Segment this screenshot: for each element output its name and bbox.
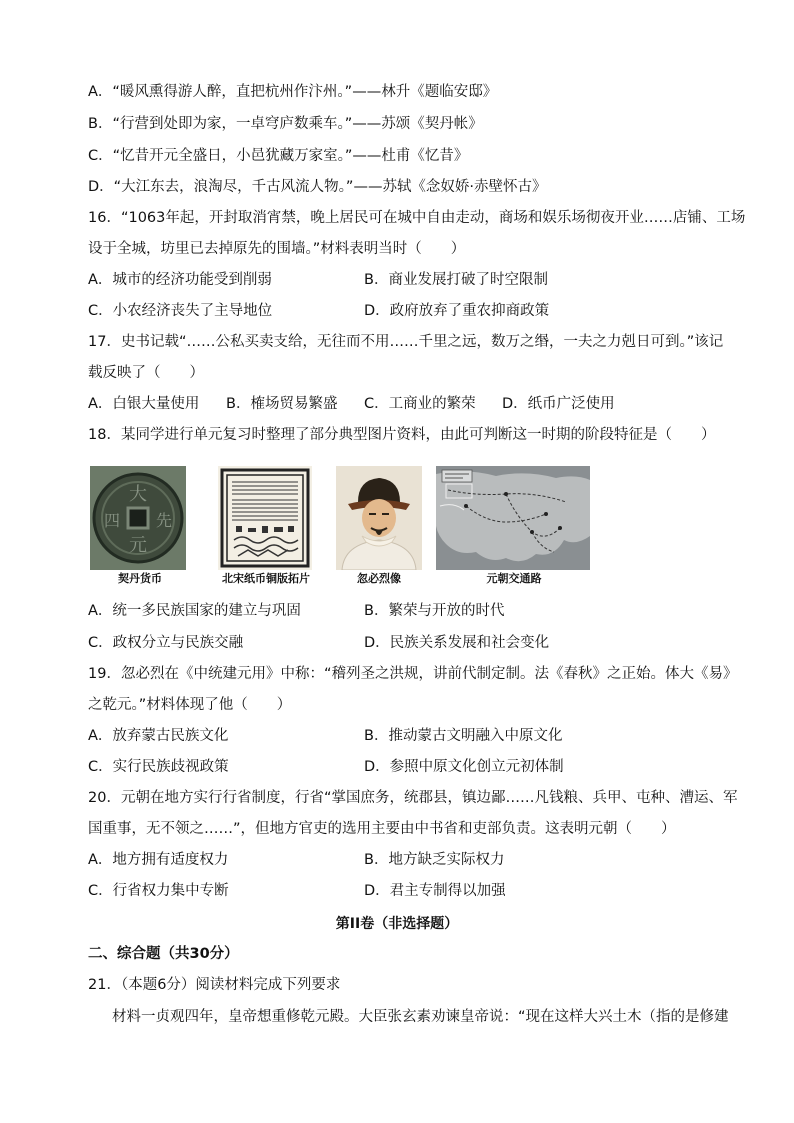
- q19-stem-line1: 19．忽必烈在《中统建元用》中称：“稽列圣之洪规，讲前代制定制。法《春秋》之正始。体大《易》: [88, 666, 738, 682]
- q15-option-d: D．“大江东去，浪淘尽，千古风流人物。”——苏轼《念奴娇·赤壁怀古》: [88, 179, 547, 195]
- q17-option-c: C．工商业的繁荣: [364, 396, 476, 412]
- svg-text:先: 先: [155, 511, 173, 530]
- q16-option-c: C．小农经济丧失了主导地位: [88, 303, 273, 319]
- q20-option-c: C．行省权力集中专断: [88, 883, 229, 899]
- q19-options-row1: [88, 726, 563, 746]
- q20-options-row1: [88, 850, 505, 870]
- q16-options-row2: [88, 301, 550, 321]
- q17-stem-line1: 17．史书记载“……公私买卖支给，无往而不用……千里之远，数万之缗，一夫之力剋日可到。”该记: [88, 334, 724, 350]
- q19-option-a: A．放弃蒙古民族文化: [88, 728, 229, 744]
- q20-stem-line2: 国重事，无不领之……”，但地方官吏的选用主要由中书省和吏部负责。这表明元朝（ ）: [88, 821, 676, 837]
- part2-title: 第II卷（非选择题）: [335, 916, 459, 932]
- q19-options-row2: [88, 757, 564, 777]
- q17-option-d: D．纸币广泛使用: [502, 396, 615, 412]
- svg-text:四: 四: [103, 511, 121, 530]
- q20-option-a: A．地方拥有适度权力: [88, 852, 229, 868]
- section2-heading: 二、综合题（共30分）: [88, 946, 239, 962]
- q18-stem: 18．某同学进行单元复习时整理了部分典型图片资料，由此可判断这一时期的阶段特征是（ ）: [88, 427, 716, 443]
- q15-option-c: C．“忆昔开元全盛日，小邑犹藏万家室。”——杜甫《忆昔》: [88, 148, 469, 164]
- q16-options-row1: [88, 270, 548, 290]
- q15-option-b: B．“行营到处即为家，一卓穹庐数乘车。”——苏颂《契丹帐》: [88, 116, 483, 132]
- q16-option-b: B．商业发展打破了时空限制: [364, 272, 548, 288]
- caption-kublai-portrait: 忽必烈像: [357, 572, 401, 585]
- q17-option-a: A．白银大量使用: [88, 396, 200, 412]
- q19-option-c: C．实行民族歧视政策: [88, 759, 229, 775]
- song-banknote-rubbing-image: [218, 466, 312, 570]
- svg-text:大: 大: [129, 484, 147, 505]
- q18-options-row2: [88, 633, 550, 653]
- q20-option-d: D．君主专制得以加强: [364, 883, 506, 899]
- q18-option-a: A．统一多民族国家的建立与巩固: [88, 603, 301, 619]
- q18-option-c: C．政权分立与民族交融: [88, 635, 244, 651]
- q17-options: [88, 394, 615, 414]
- kublai-khan-portrait-image: [336, 466, 422, 570]
- q18-option-d: D．民族关系发展和社会变化: [364, 635, 550, 651]
- q20-options-row2: [88, 881, 506, 901]
- svg-text:元: 元: [129, 535, 147, 556]
- q18-options-row1: [88, 601, 505, 621]
- q20-option-b: B．地方缺乏实际权力: [364, 852, 505, 868]
- q15-option-a: A．“暖风熏得游人醉，直把杭州作汴州。”——林升《题临安邸》: [88, 84, 498, 100]
- q17-stem-line2: 载反映了（ ）: [88, 365, 204, 381]
- q21-stem: 21．（本题6分）阅读材料完成下列要求: [88, 977, 341, 993]
- caption-song-banknote: 北宋纸币铜版拓片: [222, 572, 310, 585]
- khitan-coin-image: [90, 466, 186, 570]
- caption-khitan-coin: 契丹货币: [118, 572, 162, 585]
- q19-option-d: D．参照中原文化创立元初体制: [364, 759, 564, 775]
- q18-option-b: B．繁荣与开放的时代: [364, 603, 505, 619]
- q16-option-a: A．城市的经济功能受到削弱: [88, 272, 272, 288]
- q17-option-b: B．榷场贸易繁盛: [226, 396, 338, 412]
- q18-figures: [88, 466, 608, 586]
- q16-stem-line1: 16．“1063年起，开封取消宵禁，晚上居民可在城中自由走动，商场和娱乐场彻夜开业……店铺、工场: [88, 210, 746, 226]
- q16-stem-line2: 设于全城，坊里已去掉原先的围墙。”材料表明当时（ ）: [88, 241, 466, 257]
- q19-option-b: B．推动蒙古文明融入中原文化: [364, 728, 563, 744]
- q20-stem-line1: 20．元朝在地方实行行省制度，行省“掌国庶务，统郡县，镇边鄙……凡钱粮、兵甲、屯种、漕运、军: [88, 790, 738, 806]
- yuan-transport-map-image: [436, 466, 590, 570]
- q19-stem-line2: 之乾元。”材料体现了他（ ）: [88, 697, 292, 713]
- q16-option-d: D．政府放弃了重农抑商政策: [364, 303, 550, 319]
- caption-yuan-map: 元朝交通路: [486, 572, 542, 585]
- q21-material-1: 材料一贞观四年，皇帝想重修乾元殿。大臣张玄素劝谏皇帝说：“现在这样大兴土木（指的是修建: [112, 1009, 729, 1025]
